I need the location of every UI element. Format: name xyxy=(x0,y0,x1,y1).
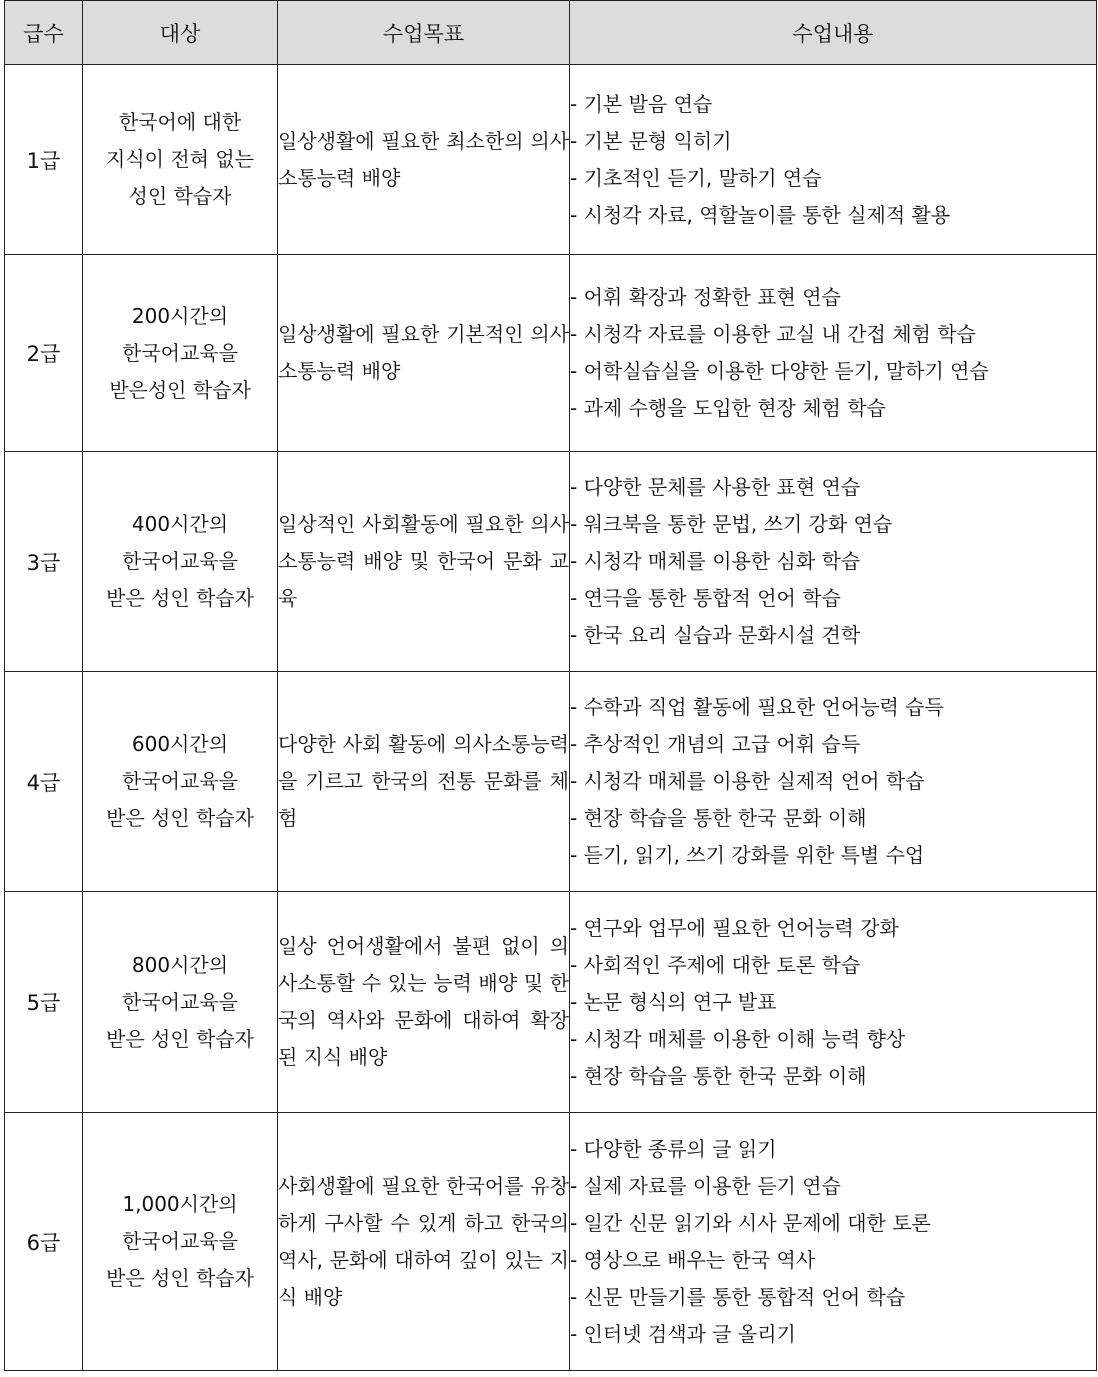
table-header xyxy=(5,1,1097,65)
content-item: - 과제 수행을 도입한 현장 체험 학습 xyxy=(570,396,886,420)
target-line: 성인 학습자 xyxy=(128,184,232,208)
target-line: 받은 성인 학습자 xyxy=(106,1026,254,1051)
table-row xyxy=(5,255,1097,452)
content-item: - 다양한 종류의 글 읽기 xyxy=(570,1136,777,1161)
goal-cell xyxy=(278,255,570,452)
content-cell xyxy=(570,672,1097,892)
target-line: 한국어교육을 xyxy=(122,769,238,793)
content-item: - 사회적인 주제에 대한 토론 학습 xyxy=(570,952,861,977)
content-cell xyxy=(570,65,1097,255)
target-line: 한국어교육을 xyxy=(122,989,238,1014)
level-cell: 5급 xyxy=(5,892,83,1113)
target-cell xyxy=(83,65,278,255)
content-item: - 수학과 직업 활동에 필요한 언어능력 습득 xyxy=(570,695,944,719)
content-item: - 인터넷 검색과 글 올리기 xyxy=(570,1321,796,1346)
level-cell: 2급 xyxy=(5,255,83,452)
content-item: - 연극을 통한 통합적 언어 학습 xyxy=(570,586,841,610)
content-item: - 일간 신문 읽기와 시사 문제에 대한 토론 xyxy=(570,1210,931,1235)
content-item: - 기본 발음 연습 xyxy=(570,91,713,116)
header-row xyxy=(5,1,1097,65)
goal-text: 사회생활에 필요한 한국어를 유창하게 구사할 수 있게 하고 한국의 역사, 문화에 대하여 깊이 있는 지식 배양 xyxy=(278,1173,569,1309)
target-line: 받은 성인 학습자 xyxy=(106,1266,254,1290)
content-item: - 추상적인 개념의 고급 어휘 습득 xyxy=(570,732,861,756)
content-item: - 실제 자료를 이용한 듣기 연습 xyxy=(570,1173,841,1198)
goal-text: 다양한 사회 활동에 의사소통능력을 기르고 한국의 전통 문화를 체험 xyxy=(278,732,569,830)
content-item: - 시청각 매체를 이용한 실제적 언어 학습 xyxy=(570,769,925,793)
goal-cell xyxy=(278,672,570,892)
target-line: 800시간의 xyxy=(131,952,229,977)
goal-text: 일상 언어생활에서 불편 없이 의사소통할 수 있는 능력 배양 및 한국의 역사와 문화에 대하여 확장된 지식 배양 xyxy=(278,934,569,1069)
target-line: 600시간의 xyxy=(131,732,229,756)
goal-cell xyxy=(278,452,570,672)
target-line: 받은 성인 학습자 xyxy=(106,806,254,830)
content-item: - 다양한 문체를 사용한 표현 연습 xyxy=(570,475,861,499)
target-line: 한국어교육을 xyxy=(122,340,238,365)
goal-cell xyxy=(278,65,570,255)
table-row xyxy=(5,892,1097,1113)
content-item: - 영상으로 배우는 한국 역사 xyxy=(570,1247,816,1272)
content-item: - 한국 요리 실습과 문화시설 견학 xyxy=(570,623,861,647)
level-cell: 3급 xyxy=(5,452,83,672)
table-body xyxy=(5,65,1097,1371)
level-cell: 1급 xyxy=(5,65,83,255)
content-item: - 워크북을 통한 문법, 쓰기 강화 연습 xyxy=(570,512,893,536)
target-cell xyxy=(83,672,278,892)
header-goal: 수업목표 xyxy=(278,1,570,65)
content-item: - 어휘 확장과 정확한 표현 연습 xyxy=(570,285,841,309)
level-cell: 4급 xyxy=(5,672,83,892)
target-cell xyxy=(83,255,278,452)
target-cell xyxy=(83,1113,278,1371)
content-item: - 시청각 매체를 이용한 심화 학습 xyxy=(570,549,861,573)
target-line: 한국어교육을 xyxy=(122,1229,238,1253)
goal-text: 일상생활에 필요한 최소한의 의사소통능력 배양 xyxy=(278,128,569,190)
content-item: - 기본 문형 익히기 xyxy=(570,128,732,153)
content-cell xyxy=(570,892,1097,1113)
goal-text: 일상적인 사회활동에 필요한 의사소통능력 배양 및 한국어 문화 교육 xyxy=(278,512,569,610)
goal-cell xyxy=(278,892,570,1113)
goal-cell xyxy=(278,1113,570,1371)
content-cell xyxy=(570,452,1097,672)
content-item: - 듣기, 읽기, 쓰기 강화를 위한 특별 수업 xyxy=(570,843,925,867)
target-line: 1,000시간의 xyxy=(122,1192,238,1216)
content-item: - 시청각 매체를 이용한 이해 능력 향상 xyxy=(570,1026,906,1051)
content-item: - 시청각 자료, 역할놀이를 통한 실제적 활용 xyxy=(570,202,951,227)
table-row xyxy=(5,672,1097,892)
target-line: 받은성인 학습자 xyxy=(109,377,251,402)
curriculum-table xyxy=(4,0,1097,1371)
target-cell xyxy=(83,452,278,672)
target-line: 받은 성인 학습자 xyxy=(106,586,254,610)
table-row xyxy=(5,452,1097,672)
content-item: - 기초적인 듣기, 말하기 연습 xyxy=(570,165,822,190)
target-line: 지식이 전혀 없는 xyxy=(106,147,254,171)
target-line: 한국어교육을 xyxy=(122,549,238,573)
target-line: 200시간의 xyxy=(131,303,229,328)
table-row xyxy=(5,1113,1097,1371)
target-line: 400시간의 xyxy=(131,512,229,536)
target-line: 한국어에 대한 xyxy=(118,110,242,134)
level-cell: 6급 xyxy=(5,1113,83,1371)
content-item: - 논문 형식의 연구 발표 xyxy=(570,989,777,1014)
header-content: 수업내용 xyxy=(570,1,1097,65)
content-item: - 신문 만들기를 통한 통합적 언어 학습 xyxy=(570,1284,906,1309)
goal-text: 일상생활에 필요한 기본적인 의사소통능력 배양 xyxy=(278,322,569,383)
target-cell xyxy=(83,892,278,1113)
content-cell xyxy=(570,255,1097,452)
content-item: - 현장 학습을 통한 한국 문화 이해 xyxy=(570,1063,867,1088)
table-row xyxy=(5,65,1097,255)
content-item: - 현장 학습을 통한 한국 문화 이해 xyxy=(570,806,867,830)
content-item: - 어학실습실을 이용한 다양한 듣기, 말하기 연습 xyxy=(570,359,989,383)
content-cell xyxy=(570,1113,1097,1371)
header-target: 대상 xyxy=(83,1,278,65)
content-item: - 시청각 자료를 이용한 교실 내 간접 체험 학습 xyxy=(570,322,976,346)
content-item: - 연구와 업무에 필요한 언어능력 강화 xyxy=(570,915,899,940)
header-level: 급수 xyxy=(5,1,83,65)
